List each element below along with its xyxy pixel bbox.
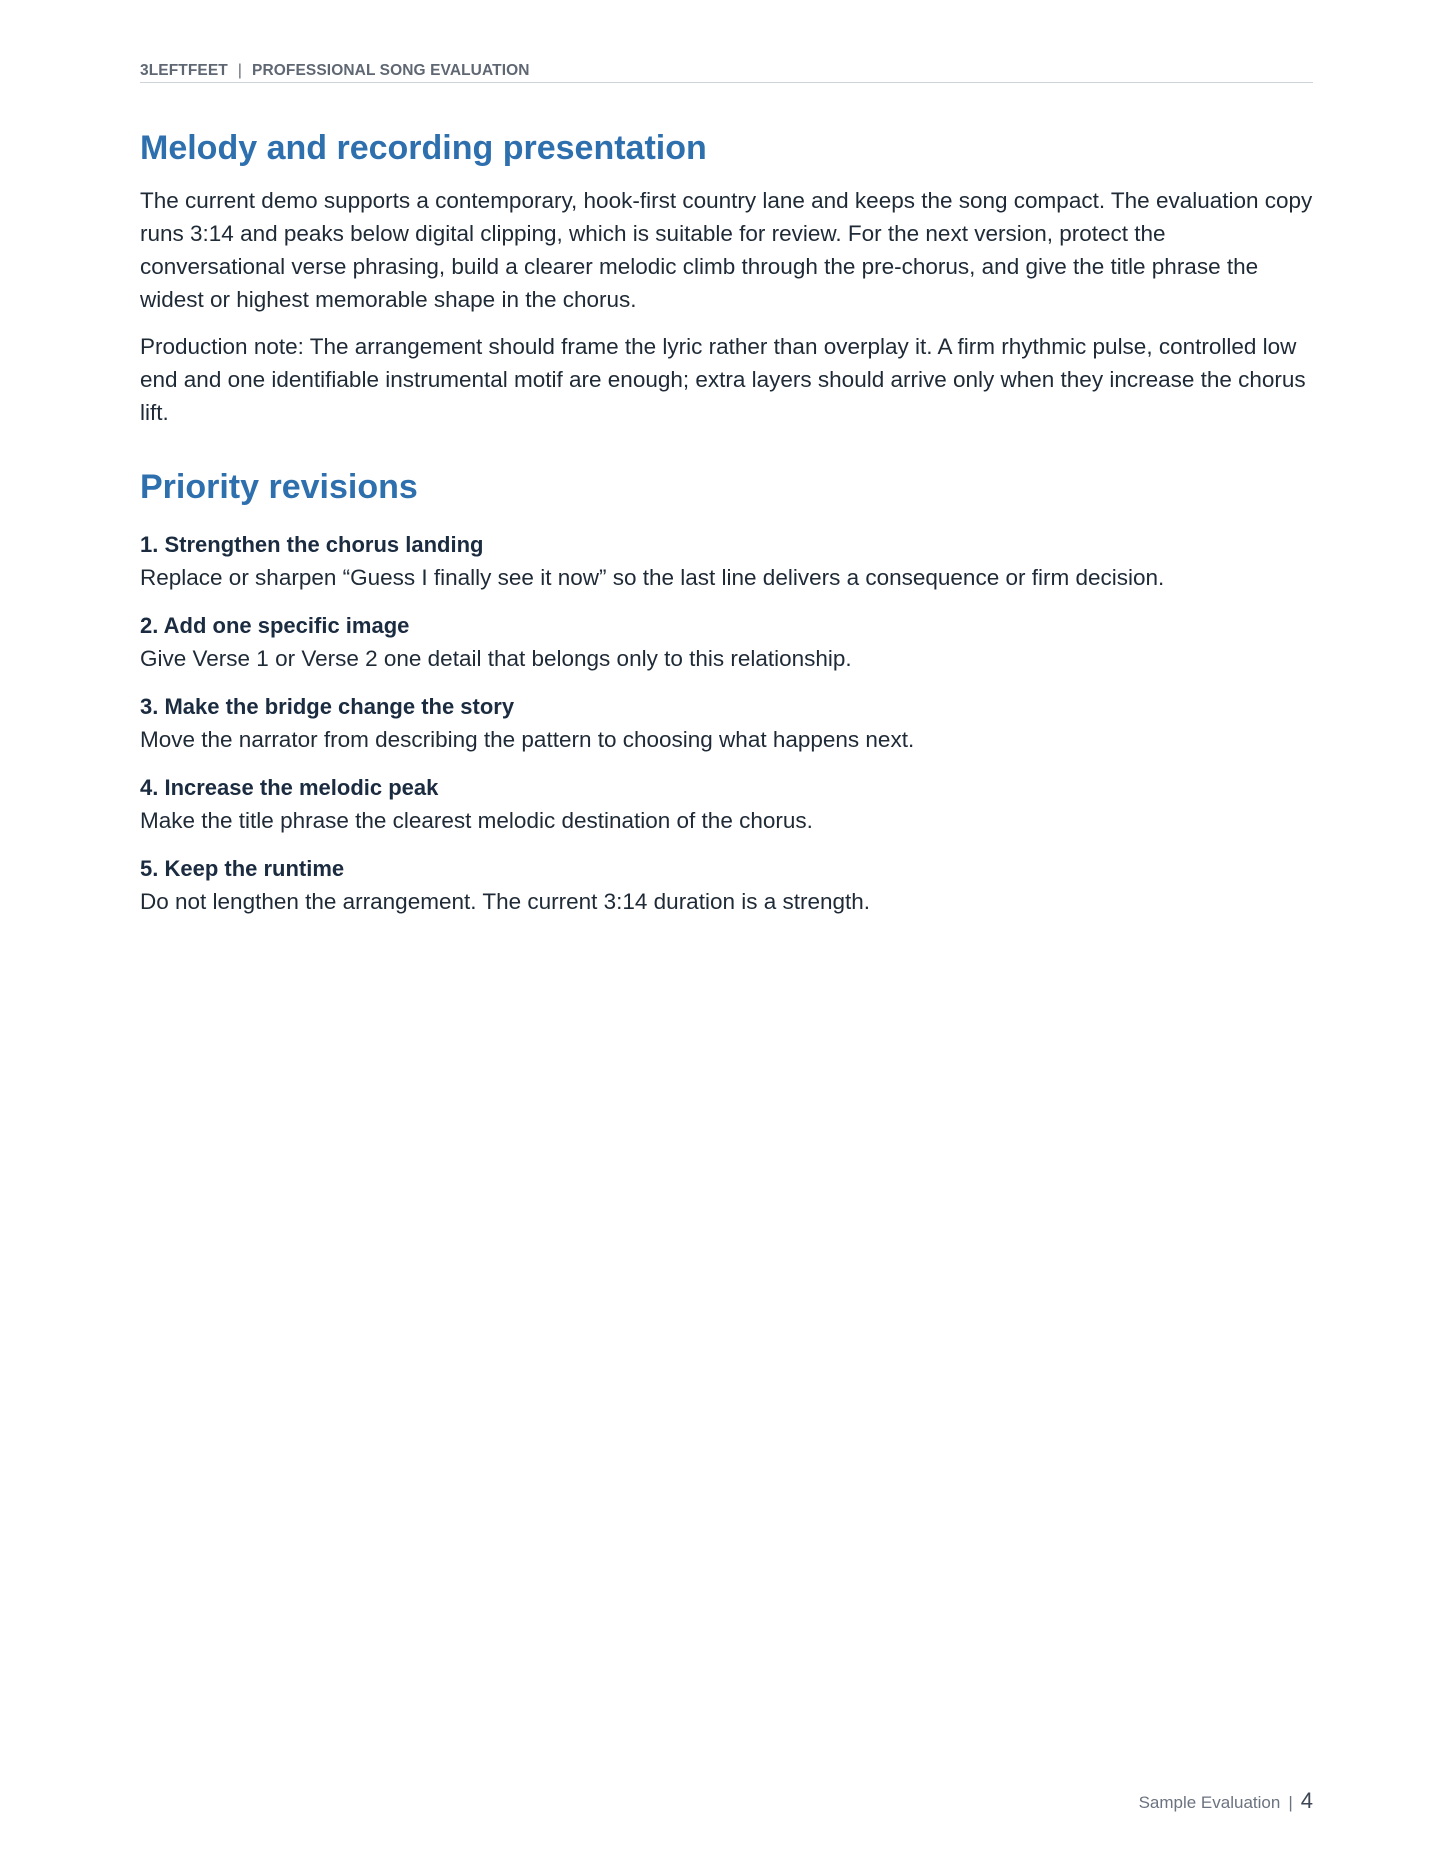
section-heading-priority-revisions: Priority revisions — [140, 468, 418, 506]
revision-title: 2. Add one specific image — [140, 613, 410, 638]
revision-item — [140, 610, 1313, 675]
production-note-paragraph: Production note: The arrangement should frame the lyric rather than overplay it. A firm rhythmic pulse, controlled low end and one identifiable instrumental motif are enough; extra layers should arrive only when they increase the chorus lift. — [140, 334, 1306, 425]
header-brand: 3LEFTFEET — [140, 62, 228, 79]
section-heading-melody: Melody and recording presentation — [140, 129, 707, 167]
revision-description: Make the title phrase the clearest melodic destination of the chorus. — [140, 808, 813, 833]
revision-title: 1. Strengthen the chorus landing — [140, 532, 484, 557]
revision-item — [140, 691, 1313, 756]
revision-description: Give Verse 1 or Verse 2 one detail that belongs only to this relationship. — [140, 646, 852, 671]
revision-description: Move the narrator from describing the pattern to choosing what happens next. — [140, 727, 915, 752]
header-subtitle: PROFESSIONAL SONG EVALUATION — [252, 62, 530, 79]
revision-item — [140, 772, 1313, 837]
revision-description: Replace or sharpen “Guess I finally see it now” so the last line delivers a consequence or firm decision. — [140, 565, 1165, 590]
page-footer — [1139, 1788, 1313, 1814]
document-page — [140, 0, 1313, 1870]
revision-title: 4. Increase the melodic peak — [140, 775, 439, 800]
revision-description: Do not lengthen the arrangement. The current 3:14 duration is a strength. — [140, 889, 871, 914]
page-number: 4 — [1300, 1788, 1313, 1813]
header-separator: | — [237, 62, 243, 79]
page-content — [140, 126, 1313, 934]
revision-title: 3. Make the bridge change the story — [140, 694, 515, 719]
footer-label: Sample Evaluation — [1138, 1793, 1281, 1812]
revision-item — [140, 853, 1313, 918]
revision-item — [140, 529, 1313, 594]
revision-title: 5. Keep the runtime — [140, 856, 345, 881]
melody-paragraph: The current demo supports a contemporary, hook-first country lane and keeps the song compact. The evaluation copy runs 3:14 and peaks below digital clipping, which is suitable for review. For the next version, protect the conversational verse phrasing, build a clearer melodic climb through the pre-chorus, and give the title phrase the widest or highest memorable shape in the chorus. — [140, 188, 1313, 312]
running-header — [140, 62, 1313, 83]
footer-separator: | — [1288, 1793, 1293, 1812]
